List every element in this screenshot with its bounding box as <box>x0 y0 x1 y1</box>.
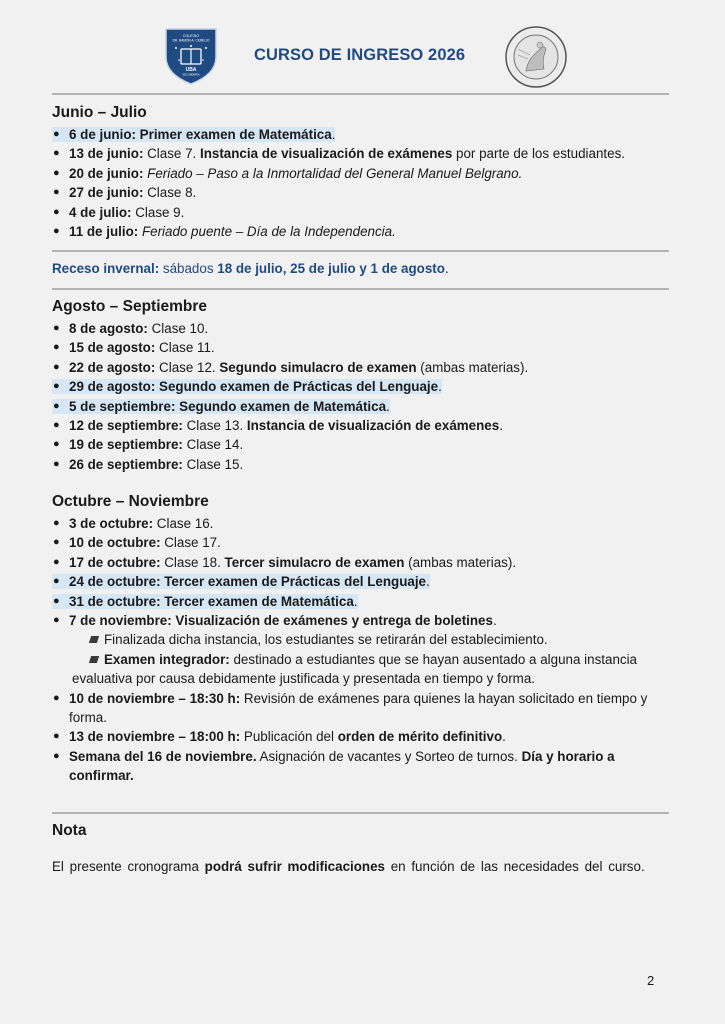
bullet-icon: ● <box>53 691 60 704</box>
highlight <box>52 594 358 609</box>
svg-text:UBA: UBA <box>185 67 197 73</box>
school-shield-logo <box>164 27 218 85</box>
text: Clase 17. <box>160 535 221 551</box>
bold-text: orden de mérito definitivo <box>337 729 503 745</box>
bold-text: 27 de junio: <box>69 185 144 201</box>
exam-item <box>52 572 682 591</box>
list-item <box>52 514 682 533</box>
list-item <box>52 747 682 786</box>
text: Clase 10. <box>147 321 209 336</box>
list-item <box>52 338 682 357</box>
list-item <box>52 689 682 728</box>
bold-text: Instancia de visualización de exámenes <box>199 146 453 162</box>
bold-text: 7 de noviembre: Visualización de exámenes y entrega de boletines <box>69 613 493 629</box>
text: . <box>499 418 503 434</box>
text: Asignación de vacantes y Sorteo de turnos. <box>256 748 522 764</box>
exam-item <box>52 125 682 144</box>
bold-text: Tercer simulacro de examen <box>224 554 405 570</box>
text: . <box>386 398 390 414</box>
text: (ambas materias). <box>404 554 517 570</box>
bullet-icon: ● <box>53 380 60 393</box>
bullet-icon: ● <box>53 341 60 354</box>
text: por parte de los estudiantes. <box>452 146 625 162</box>
list-item <box>52 183 682 202</box>
bold-text: 31 de octubre: Tercer examen de Matemática <box>69 593 354 609</box>
text: . <box>353 593 358 609</box>
schedule-list <box>52 514 682 786</box>
bold-text: 29 de agosto: Segundo examen de Prácticas del Lenguaje <box>69 379 439 395</box>
note-title: Nota <box>52 822 87 839</box>
text: Publicación del <box>240 729 338 745</box>
highlight <box>52 127 335 142</box>
text: . <box>492 613 497 629</box>
divider <box>52 812 669 814</box>
svg-text:DR. RAMÓN A. CERELIO: DR. RAMÓN A. CERELIO <box>172 38 210 43</box>
bullet-icon: ● <box>53 438 60 451</box>
text: Clase 8. <box>143 185 197 201</box>
bold-text: 19 de septiembre: <box>69 437 183 453</box>
text: Finalizada dicha instancia, los estudiantes se retirarán del establecimiento. <box>104 632 548 648</box>
divider <box>52 288 669 290</box>
sub-item <box>52 630 682 649</box>
winter-break-dates: 18 de julio, 25 de julio y 1 de agosto <box>217 261 445 276</box>
bold-text: 15 de agosto: <box>69 340 156 356</box>
list-item <box>52 553 682 572</box>
page-number: 2 <box>647 973 655 988</box>
bold-text: 11 de julio: <box>69 224 139 240</box>
bold-text: 10 de octubre: <box>69 535 161 551</box>
exam-item <box>52 377 682 396</box>
university-seal-logo <box>504 25 568 89</box>
header-divider <box>52 93 669 95</box>
svg-text:SECUNDARIA: SECUNDARIA <box>182 73 200 77</box>
bullet-icon: ● <box>53 360 60 373</box>
bullet-icon: ● <box>53 749 60 762</box>
bullet-icon: ● <box>53 457 60 470</box>
section-title: Junio – Julio <box>52 104 147 121</box>
highlight <box>52 379 442 394</box>
italic-text: Feriado puente – Día de la Independencia. <box>141 224 396 240</box>
document-title: CURSO DE INGRESO 2026 <box>254 46 466 64</box>
winter-break-pre: sábados <box>159 261 218 276</box>
bullet-icon: ● <box>53 730 60 743</box>
bold-text: Semana del 16 de noviembre. <box>69 748 257 764</box>
highlight <box>52 399 390 414</box>
bullet-icon: ● <box>53 128 60 140</box>
list-item <box>52 164 682 183</box>
bold-text: Segundo simulacro de examen <box>219 359 417 375</box>
list-item <box>52 358 682 377</box>
bold-text: 6 de junio: Primer examen de Matemática <box>69 127 332 142</box>
bullet-icon: ● <box>53 419 60 432</box>
list-item <box>52 416 682 435</box>
list-item <box>52 222 682 241</box>
text: . <box>425 574 430 590</box>
bold-text: 20 de junio: <box>69 165 144 181</box>
winter-break-post: . <box>444 261 449 276</box>
list-item <box>52 611 682 630</box>
note-text-post: en función de las necesidades del curso. <box>385 859 645 874</box>
svg-text:COLEGIO: COLEGIO <box>182 34 200 38</box>
bold-text: 3 de octubre: <box>69 516 154 531</box>
bullet-icon: ● <box>53 536 60 549</box>
section-title: Octubre – Noviembre <box>52 493 209 510</box>
bullet-icon: ● <box>53 205 60 218</box>
bullet-icon: ● <box>53 186 60 199</box>
bold-text: 13 de junio: <box>69 146 144 162</box>
text: Revisión de exámenes para quienes la hayan solicitado en tiempo y forma. <box>69 690 648 726</box>
bold-text: 17 de octubre: <box>69 554 161 570</box>
bullet-icon: ● <box>53 322 60 334</box>
bullet-icon: ● <box>53 225 60 238</box>
list-item <box>52 455 682 474</box>
note-text <box>52 857 657 877</box>
text: destinado a estudiantes que se hayan ausentado a alguna instancia evaluativa por causa debidamente justificada y presentada en tiempo y forma. <box>72 651 638 687</box>
winter-break-note <box>52 259 449 278</box>
bold-text: 26 de septiembre: <box>69 456 183 472</box>
text: . <box>331 127 336 142</box>
text: Clase 9. <box>131 204 185 220</box>
text: Clase 15. <box>182 456 244 472</box>
highlight <box>52 574 430 589</box>
square-bullet-icon <box>89 656 99 663</box>
text: Clase 12. <box>155 359 220 375</box>
italic-text: Feriado – Paso a la Inmortalidad del General Manuel Belgrano. <box>147 165 523 181</box>
text: Clase 14. <box>182 437 244 453</box>
bold-text: 4 de julio: <box>69 204 132 220</box>
bold-text: 5 de septiembre: Segundo examen de Matemática <box>69 398 387 414</box>
exam-item <box>52 397 682 416</box>
list-item <box>52 203 682 222</box>
bullet-icon: ● <box>53 555 60 568</box>
bold-text: 24 de octubre: Tercer examen de Prácticas del Lenguaje <box>69 574 426 590</box>
list-item <box>52 533 682 552</box>
note-text-bold: podrá sufrir modificaciones <box>204 859 385 874</box>
section-junio-julio <box>52 103 682 241</box>
bold-text: Instancia de visualización de exámenes <box>246 418 500 434</box>
bold-text: Examen integrador: <box>104 651 230 667</box>
bold-text: 8 de agosto: <box>69 321 148 336</box>
bold-text: 13 de noviembre – 18:00 h: <box>69 729 241 745</box>
text: Clase 18. <box>160 554 225 570</box>
bullet-icon: ● <box>53 614 60 627</box>
bullet-icon: ● <box>53 517 60 529</box>
bold-text: 22 de agosto: <box>69 359 156 375</box>
list-item <box>52 319 682 338</box>
bullet-icon: ● <box>53 399 60 412</box>
bold-text: Día y horario a confirmar. <box>69 748 615 784</box>
bold-text: 10 de noviembre – 18:30 h: <box>69 690 241 706</box>
text: (ambas materias). <box>416 359 529 375</box>
winter-break-label: Receso invernal: <box>52 261 160 276</box>
list-item <box>52 144 682 163</box>
list-item <box>52 435 682 454</box>
schedule-list <box>52 319 682 474</box>
note-text-pre: El presente cronograma <box>52 859 205 874</box>
divider <box>52 250 669 252</box>
sub-item <box>52 650 682 689</box>
exam-item <box>52 592 682 611</box>
bullet-icon: ● <box>53 575 60 588</box>
section-agosto-septiembre <box>52 297 682 474</box>
schedule-list <box>52 125 682 241</box>
list-item <box>52 727 682 746</box>
bullet-icon: ● <box>53 166 60 179</box>
bullet-icon: ● <box>53 147 60 160</box>
square-bullet-icon <box>89 636 99 643</box>
text: . <box>438 379 442 395</box>
text: . <box>502 729 506 745</box>
section-octubre-noviembre <box>52 492 682 786</box>
bold-text: 12 de septiembre: <box>69 418 183 434</box>
text: Clase 11. <box>155 340 215 356</box>
text: Clase 7. <box>143 146 200 162</box>
text: Clase 13. <box>182 418 247 434</box>
text: Clase 16. <box>153 516 214 531</box>
section-title: Agosto – Septiembre <box>52 298 208 315</box>
bullet-icon: ● <box>53 594 60 607</box>
document-header <box>0 0 725 95</box>
